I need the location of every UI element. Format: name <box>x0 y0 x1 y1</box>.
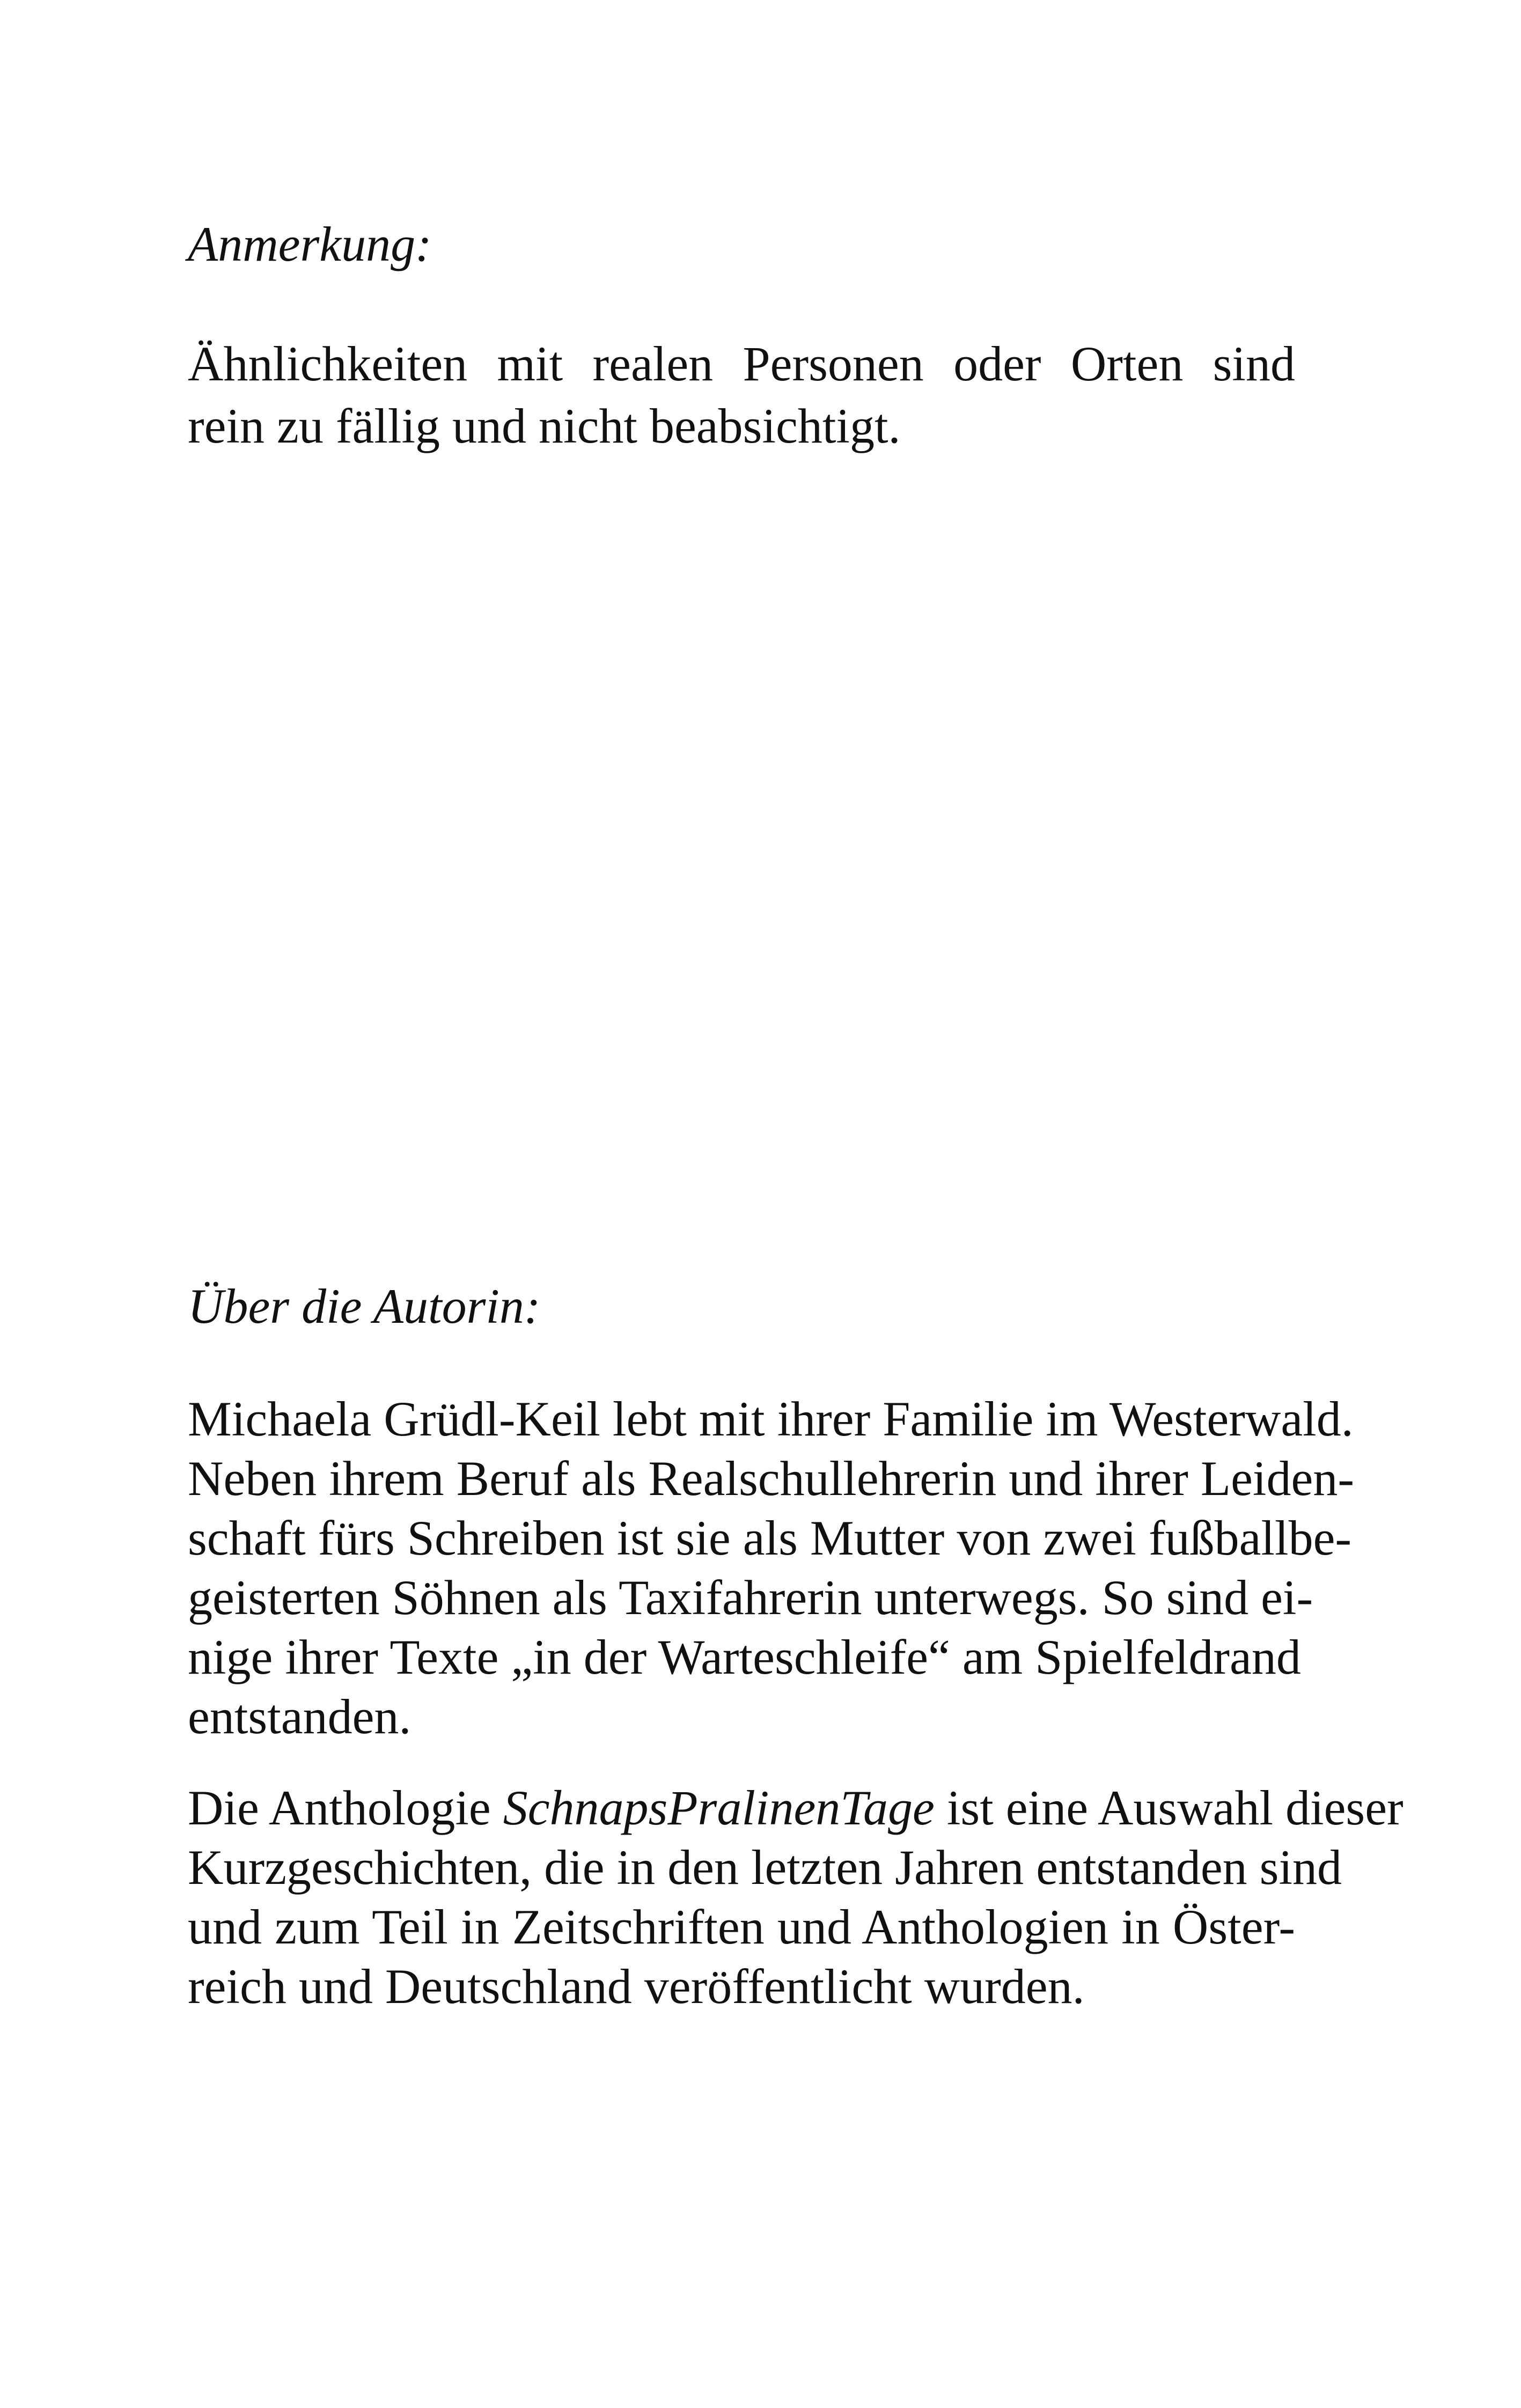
paragraph-line: Kurzgeschichten, die in den letzten Jahren entstanden sind <box>188 1840 1342 1895</box>
author-section <box>188 1274 1295 1338</box>
paragraph-line <box>188 1778 1404 1838</box>
note-line: rein zu fällig und nicht beabsichtigt. <box>188 399 901 453</box>
paragraph-line: schaft fürs Schreiben ist sie als Mutter von zwei fußballbe- <box>188 1511 1352 1565</box>
note-heading: Anmerkung: <box>188 217 432 271</box>
paragraph-line: geisterten Söhnen als Taxifahrerin unterwegs. So sind ei- <box>188 1570 1313 1625</box>
paragraph-line: reich und Deutschland veröffentlicht wurden. <box>188 1959 1085 2014</box>
note-text <box>188 333 1295 457</box>
note-section <box>188 212 1295 276</box>
paragraph-text: Die Anthologie <box>188 1780 503 1835</box>
book-title: SchnapsPralinenTage <box>503 1780 935 1835</box>
paragraph-line: entstanden. <box>188 1689 412 1744</box>
paragraph-line: nige ihrer Texte „in der Warteschleife“ am Spielfeldrand <box>188 1630 1301 1684</box>
note-line: Ähnlichkeiten mit realen Personen oder Orten sind <box>188 336 1295 391</box>
paragraph-line: Michaela Grüdl-Keil lebt mit ihrer Familie im Westerwald. <box>188 1391 1354 1446</box>
author-paragraph-2 <box>188 1778 1404 2016</box>
paragraph-line: Neben ihrem Beruf als Realschullehrerin und ihrer Leiden- <box>188 1451 1354 1506</box>
paragraph-text: ist eine Auswahl dieser <box>934 1780 1404 1835</box>
author-paragraph-1 <box>188 1389 1354 1747</box>
paragraph-line: und zum Teil in Zeitschriften und Anthologien in Öster- <box>188 1899 1295 1954</box>
author-heading: Über die Autorin: <box>188 1279 541 1334</box>
